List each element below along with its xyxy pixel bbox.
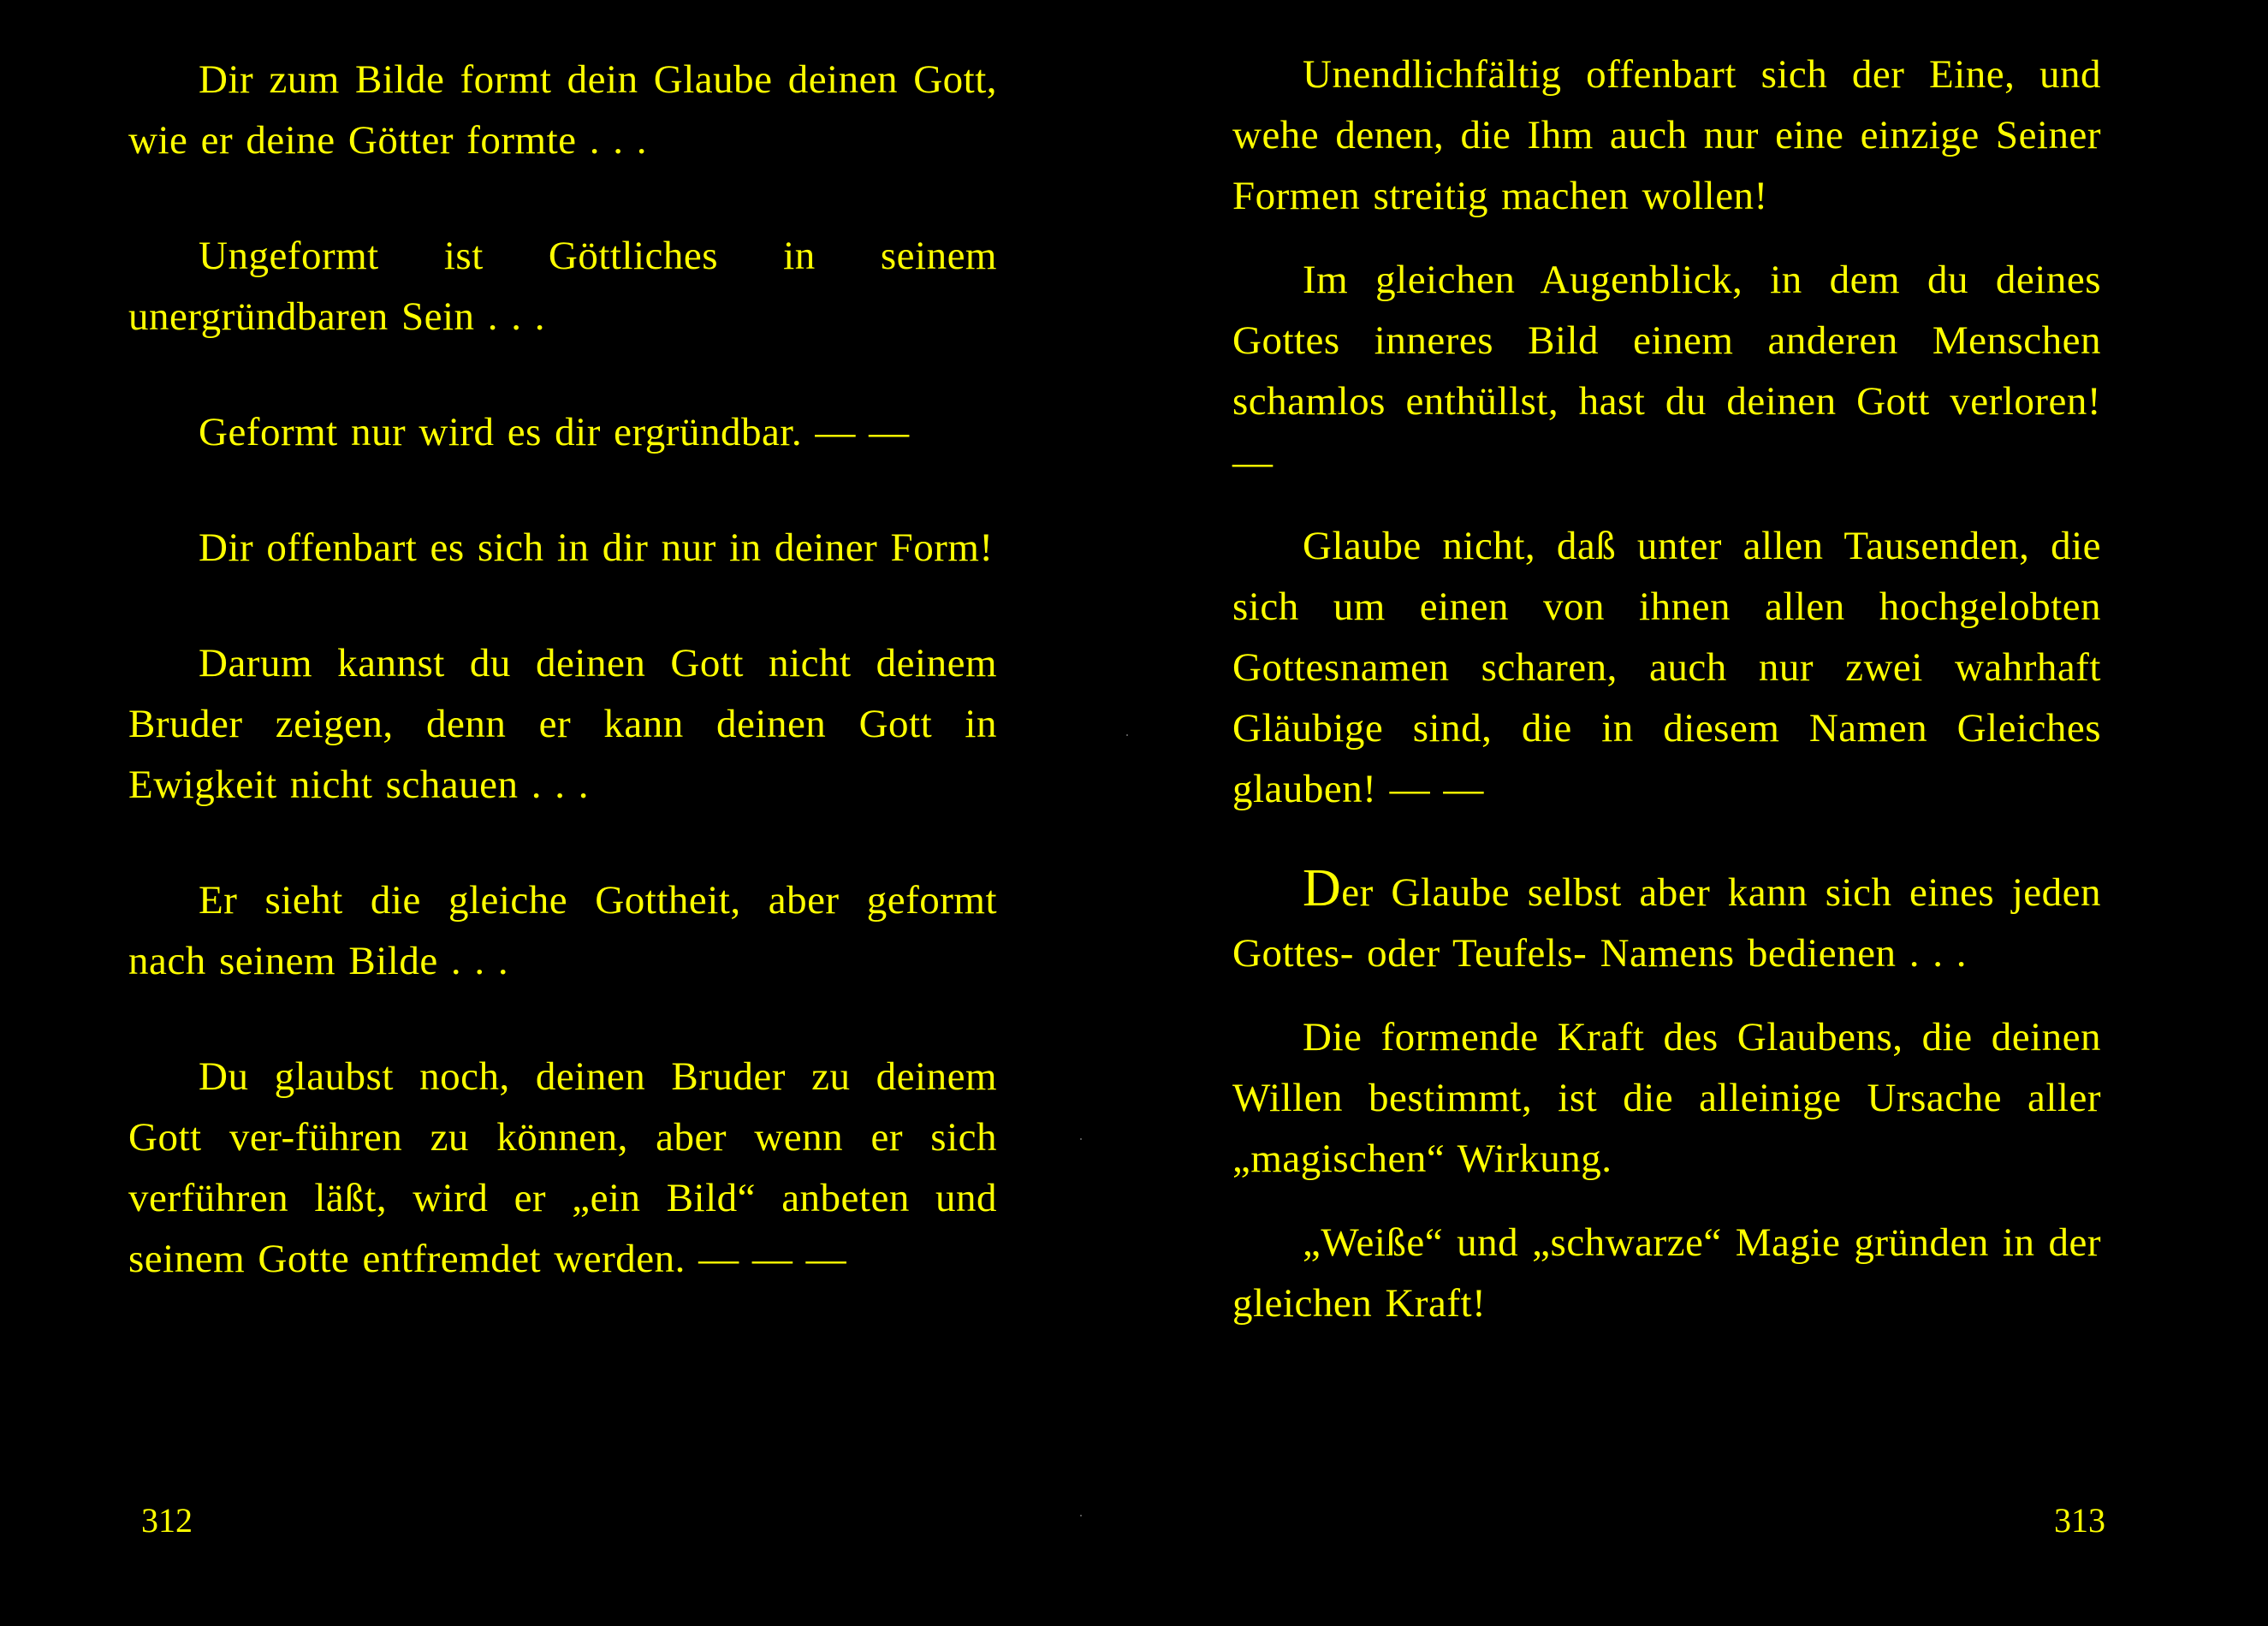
left-paragraph-7: Du glaubst noch, deinen Bruder zu deinem Gott ver-führen zu können, aber wenn er sich verführen läßt, wird er „ein Bild“ anbeten und seinem Gotte entfremdet werden. — — — bbox=[128, 1054, 997, 1281]
right-paragraph-4-text: er Glaube selbst aber kann sich eines jeden Gottes- oder Teufels- Namens bedienen . . . bbox=[1232, 870, 2101, 976]
gutter-dust-mark bbox=[1080, 1138, 1082, 1140]
page-number-left: 312 bbox=[141, 1501, 193, 1540]
dropcap-letter: D bbox=[1303, 859, 1342, 917]
gutter-dust-mark bbox=[1126, 734, 1128, 736]
left-paragraph-3: Geformt nur wird es dir ergründbar. — — bbox=[199, 410, 910, 454]
right-paragraph-1: Unendlichfältig offenbart sich der Eine, und wehe denen, die Ihm auch nur eine einzige Seiner Formen streitig machen wollen! bbox=[1232, 52, 2101, 218]
left-paragraph-6: Er sieht die gleiche Gottheit, aber geformt nach seinem Bilde . . . bbox=[128, 878, 997, 983]
left-paragraph-1: Dir zum Bilde formt dein Glaube deinen Gott, wie er deine Götter formte . . . bbox=[128, 57, 997, 163]
right-paragraph-2: Im gleichen Augenblick, in dem du deines Gottes inneres Bild einem anderen Menschen schamlos enthüllst, hast du deinen Gott verloren! — bbox=[1232, 258, 2101, 484]
gutter-dust-mark bbox=[1080, 1515, 1082, 1516]
left-paragraph-4: Dir offenbart es sich in dir nur in deiner Form! bbox=[199, 525, 994, 570]
right-page bbox=[1134, 0, 2268, 1626]
right-paragraph-4 bbox=[1232, 859, 2101, 984]
right-paragraph-6: „Weiße“ und „schwarze“ Magie gründen in der gleichen Kraft! bbox=[1232, 1220, 2101, 1326]
page-number-right: 313 bbox=[2054, 1501, 2105, 1540]
right-paragraph-5: Die formende Kraft des Glaubens, die deinen Willen bestimmt, ist die alleinige Ursache aller „magischen“ Wirkung. bbox=[1232, 1015, 2101, 1181]
right-paragraph-3: Glaube nicht, daß unter allen Tausenden, die sich um einen von ihnen allen hochgelobten Gottesnamen scharen, auch nur zwei wahrhaft Gläubige sind, die in diesem Namen Gleiches glauben! — — bbox=[1232, 524, 2101, 811]
left-paragraph-2: Ungeformt ist Göttliches in seinem unergründbaren Sein . . . bbox=[128, 234, 997, 339]
right-page-text bbox=[1232, 45, 2101, 1357]
left-page-text bbox=[128, 50, 997, 1344]
left-paragraph-5: Darum kannst du deinen Gott nicht deinem Bruder zeigen, denn er kann deinen Gott in Ewigkeit nicht schauen . . . bbox=[128, 641, 997, 807]
